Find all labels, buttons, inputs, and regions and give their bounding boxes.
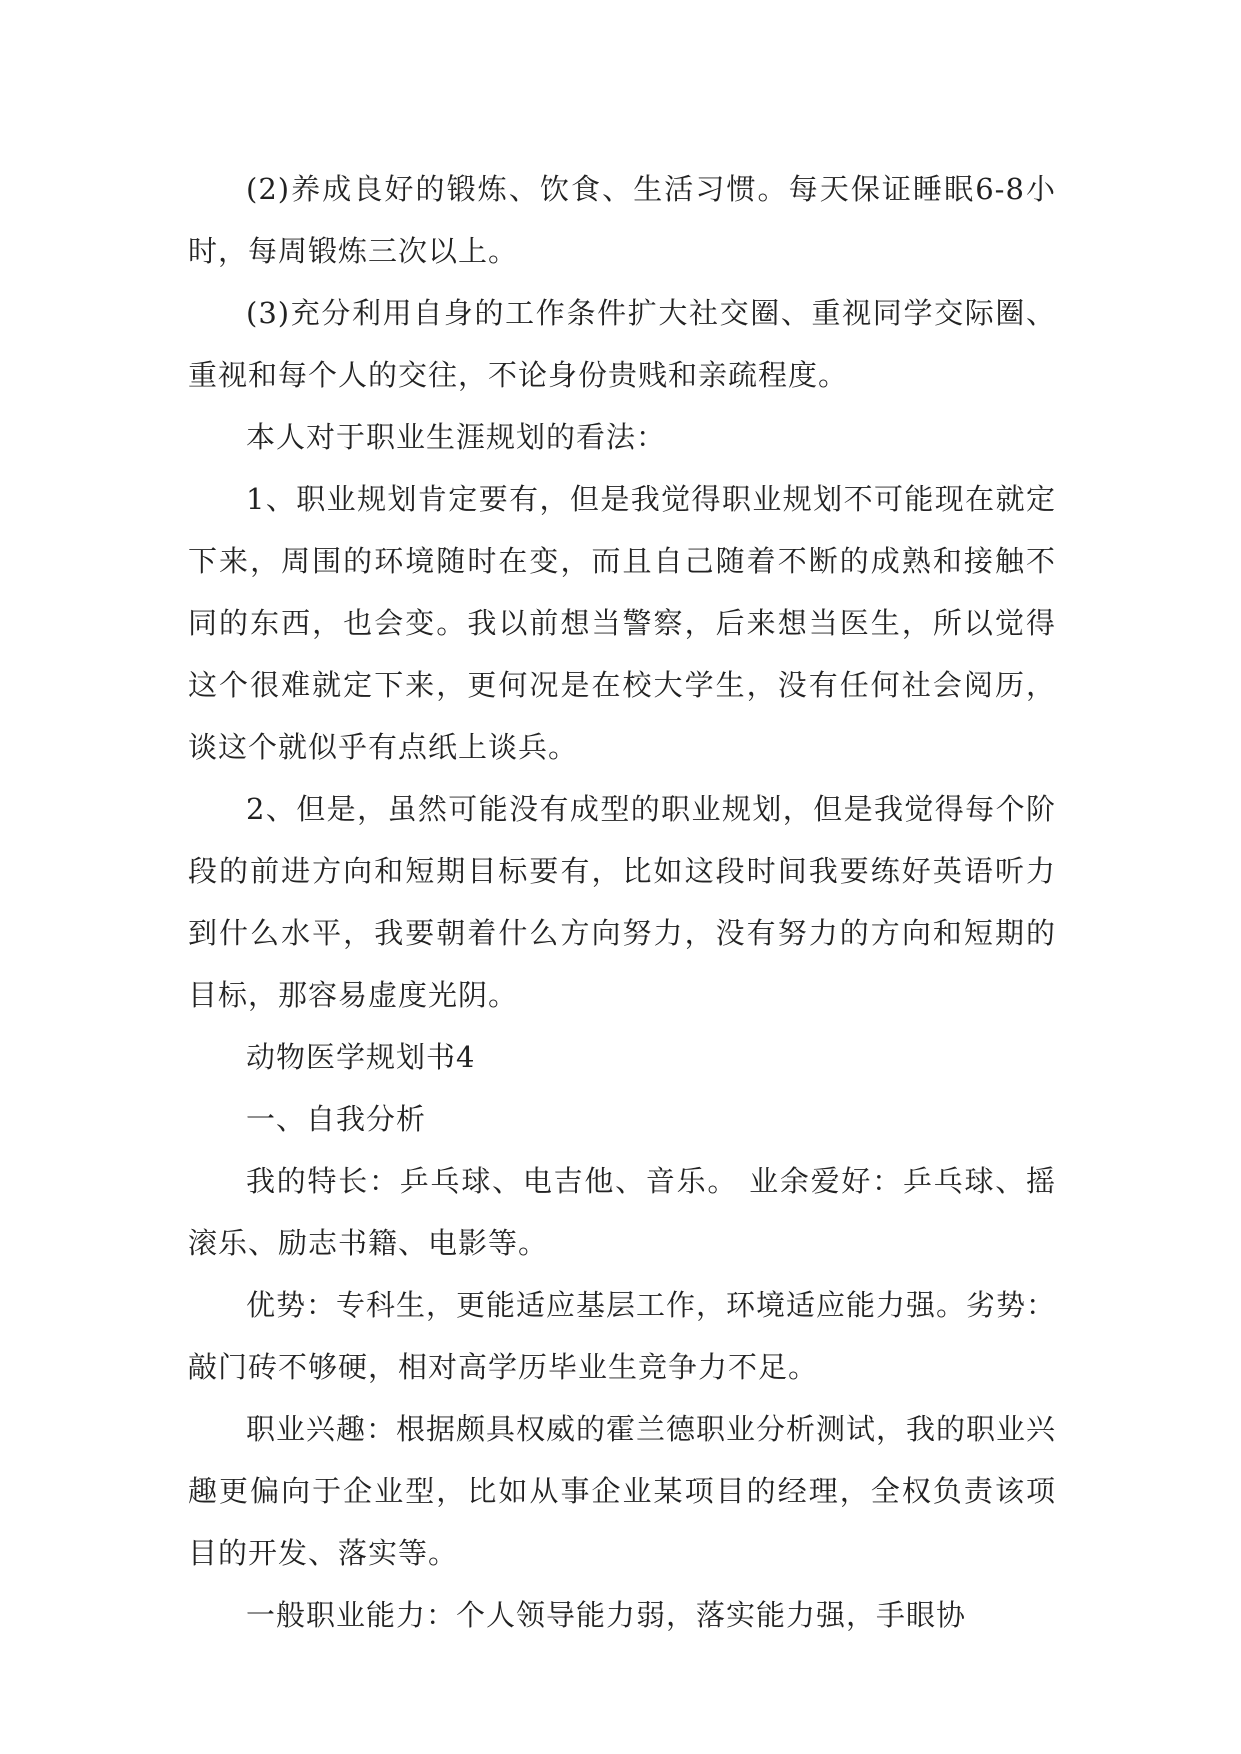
- paragraph-views-heading: 本人对于职业生涯规划的看法：: [246, 420, 667, 454]
- paragraph-strengths-hobbies: 我的特长：乒乓球、电吉他、音乐。 业余爱好：乒乓球、摇滚乐、励志书籍、电影等。: [188, 1164, 1056, 1260]
- section-title: 动物医学规划书4: [246, 1040, 476, 1074]
- section-heading-self-analysis: 一、自我分析: [246, 1102, 427, 1136]
- paragraph-view-1: 1、职业规划肯定要有，但是我觉得职业规划不可能现在就定下来，周围的环境随时在变，而且自己随着不断的成熟和接触不同的东西，也会变。我以前想当警察，后来想当医生，所以觉得这个很难就定下来，更何况是在校大学生，没有任何社会阅历，谈这个就似乎有点纸上谈兵。: [188, 482, 1056, 764]
- paragraph-advantages: 优势：专科生，更能适应基层工作，环境适应能力强。劣势：敲门砖不够硬，相对高学历毕业生竞争力不足。: [188, 1288, 1057, 1384]
- paragraph-view-2: 2、但是，虽然可能没有成型的职业规划，但是我觉得每个阶段的前进方向和短期目标要有，比如这段时间我要练好英语听力到什么水平，我要朝着什么方向努力，没有努力的方向和短期的目标，那容易虚度光阴。: [188, 792, 1056, 1012]
- document-body: [188, 158, 1056, 1646]
- paragraph-social-circle: (3)充分利用自身的工作条件扩大社交圈、重视同学交际圈、重视和每个人的交往，不论身份贵贱和亲疏程度。: [188, 296, 1056, 392]
- paragraph-sleep-exercise: (2)养成良好的锻炼、饮食、生活习惯。每天保证睡眠6-8小时，每周锻炼三次以上。: [188, 172, 1056, 268]
- paragraph-career-interest: 职业兴趣：根据颇具权威的霍兰德职业分析测试，我的职业兴趣更偏向于企业型，比如从事企业某项目的经理，全权负责该项目的开发、落实等。: [188, 1412, 1057, 1570]
- paragraph-general-ability: 一般职业能力：个人领导能力弱，落实能力强，手眼协: [246, 1598, 967, 1632]
